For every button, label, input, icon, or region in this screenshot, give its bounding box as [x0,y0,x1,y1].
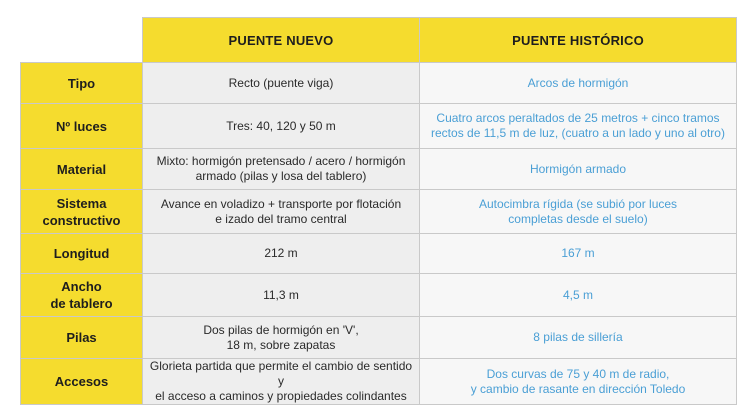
cell-line: Mixto: hormigón pretensado / acero / hormigón [156,154,406,168]
cell-new-sistema [143,190,420,234]
cell-line: Recto (puente viga) [228,75,334,90]
cell-line: Arcos de hormigón [527,75,629,90]
header-puente-historico: PUENTE HISTÓRICO [420,18,737,63]
cell-line: Autocimbra rígida (se subió por luces [478,196,678,211]
table-row [21,234,737,274]
cell-line: Cuatro arcos peraltados de 25 metros + cinco tramos [436,111,720,125]
row-label-tipo [21,63,143,104]
cell-historic-accesos [420,359,737,405]
header-corner [21,18,143,63]
cell-historic-sistema [420,190,737,234]
cell-line: 8 pilas de sillería [533,330,623,344]
cell-historic-tipo [420,63,737,104]
cell-line: e izado del tramo central [215,211,347,226]
cell-new-ancho [143,274,420,317]
cell-new-accesos [143,359,420,405]
label-line: de tablero [50,296,113,311]
label-line: Ancho [61,279,102,294]
label-line: Sistema [56,195,107,211]
row-label-accesos [21,359,143,405]
row-label-ancho-de-tablero [21,274,143,317]
cell-line: Dos pilas de hormigón en 'V', [203,322,359,337]
cell-historic-pilas [420,317,737,359]
cell-line: Avance en voladizo + transporte por flotación [160,196,402,211]
cell-new-material [143,149,420,190]
cell-line: 18 m, sobre zapatas [226,337,336,352]
cell-line: Tres: 40, 120 y 50 m [226,118,336,133]
label-line: Tipo [67,75,96,91]
cell-historic-material [420,149,737,190]
cell-line: 11,3 m [263,287,299,302]
table-row [21,274,737,317]
table-header-row [21,18,737,63]
cell-historic-luces [420,104,737,149]
cell-new-luces [143,104,420,149]
header-puente-nuevo: PUENTE NUEVO [143,18,420,63]
table-row [21,63,737,104]
row-label-material [21,149,143,190]
cell-line: 212 m [264,246,298,260]
comparison-table [20,17,737,405]
label-line: Material [56,161,107,177]
cell-line: 4,5 m [562,287,593,302]
cell-line: Glorieta partida que permite el cambio de sentido y [149,359,413,388]
cell-historic-longitud [420,234,737,274]
row-label-longitud [21,234,143,274]
label-line: constructivo [42,212,121,228]
cell-line: completas desde el suelo) [508,211,648,226]
cell-line: el acceso a caminos y propiedades colindantes [155,389,407,403]
table-row [21,190,737,234]
table-row [21,104,737,149]
table-row [21,317,737,359]
cell-new-pilas [143,317,420,359]
cell-line: y cambio de rasante en dirección Toledo [470,381,686,396]
row-label-luces [21,104,143,149]
cell-line: Hormigón armado [529,161,627,176]
row-label-pilas [21,317,143,359]
label-line: Accesos [54,374,109,389]
cell-new-longitud [143,234,420,274]
label-line: Longitud [53,246,110,261]
label-line: Pilas [66,330,97,345]
label-line: Nº luces [56,118,107,134]
cell-new-tipo [143,63,420,104]
cell-line: Dos curvas de 75 y 40 m de radio, [486,366,670,381]
row-label-sistema-constructivo [21,190,143,234]
cell-historic-ancho [420,274,737,317]
cell-line: armado (pilas y losa del tablero) [195,169,367,183]
table-row [21,149,737,190]
cell-line: rectos de 11,5 m de luz, (cuatro a un lado y uno al otro) [431,126,725,140]
table-row [21,359,737,405]
cell-line: 167 m [561,246,595,260]
